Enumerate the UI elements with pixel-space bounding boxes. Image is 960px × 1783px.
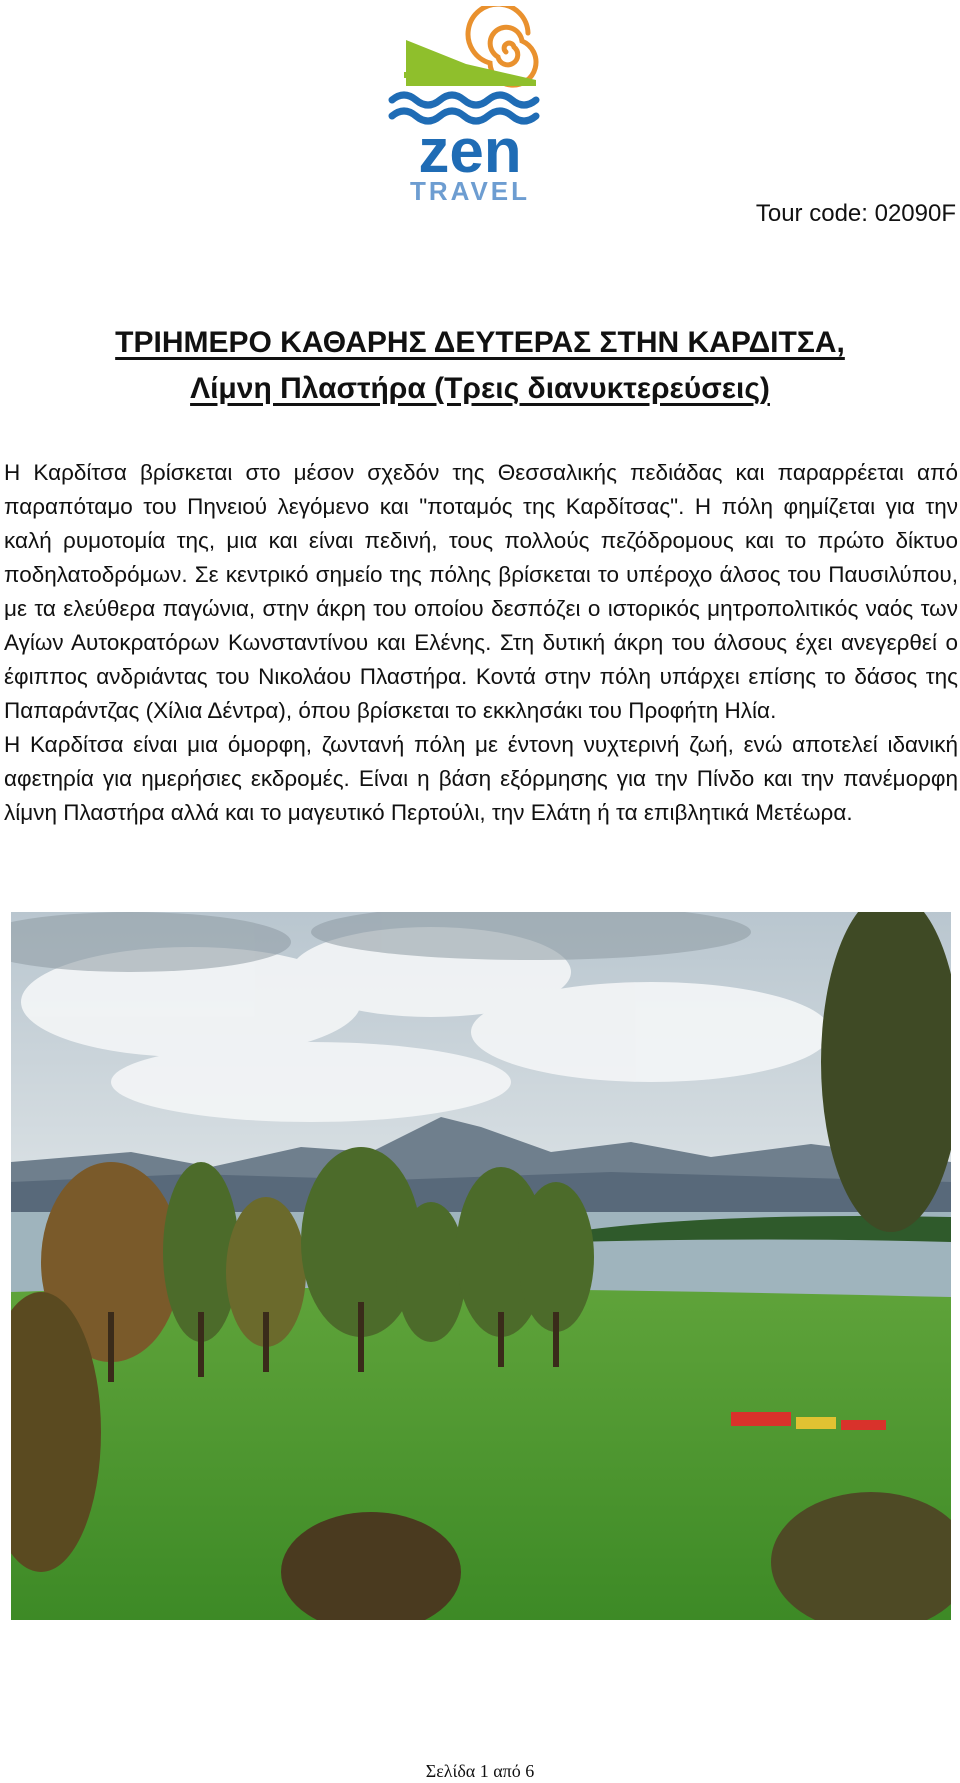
logo-subtitle: TRAVEL bbox=[409, 176, 531, 206]
title-line-2: Λίμνη Πλαστήρα (Τρεις διανυκτερεύσεις) bbox=[190, 372, 770, 405]
lake-landscape-photo bbox=[11, 912, 951, 1620]
tour-code: Tour code: 02090F bbox=[755, 200, 956, 227]
title-line-1: ΤΡΙΗΜΕΡΟ ΚΑΘΑΡΗΣ ΔΕΥΤΕΡΑΣ ΣΤΗΝ ΚΑΡΔΙΤΣΑ, bbox=[115, 326, 845, 359]
zen-travel-logo bbox=[386, 6, 560, 206]
description-text bbox=[4, 456, 958, 830]
page-title bbox=[0, 320, 960, 412]
page-number: Σελίδα 1 από 6 bbox=[425, 1761, 535, 1781]
description-paragraph-1: Η Καρδίτσα βρίσκεται στο μέσον σχεδόν της Θεσσαλικής πεδιάδας και παραρρέεται από παραπόταμο του Πηνειού λεγόμενο και "ποταμός της Καρδίτσας". Η πόλη φημίζεται για την καλή ρυμοτομία της, μια και είναι πεδινή, τους πολλούς πεζόδρομους και το πρώτο δίκτυο ποδηλατοδρόμων. Σε κεντρικό σημείο της πόλης βρίσκεται το υπέροχο άλσος του Παυσιλύπου, με τα ελεύθερα παγώνια, στην άκρη του οποίου δεσπόζει ο ιστορικός μητροπολιτικός ναός των Αγίων Αυτοκρατόρων Κωνσταντίνου και Ελένης. Στη δυτική άκρη του άλσους έχει ανεγερθεί ο έφιππος ανδριάντας του Νικολάου Πλαστήρα. Κοντά στην πόλη υπάρχει επίσης το δάσος της Παπαράντζας (Χίλια Δέντρα), όπου βρίσκεται το εκκλησάκι του Προφήτη Ηλία. bbox=[4, 460, 958, 723]
description-paragraph-2: Η Καρδίτσα είναι μια όμορφη, ζωντανή πόλη με έντονη νυχτερινή ζωή, ενώ αποτελεί ιδανική αφετηρία για ημερήσιες εκδρομές. Είναι η βάση εξόρμησης για την Πίνδο και την πανέμορφη λίμνη Πλαστήρα αλλά και το μαγευτικό Περτούλι, την Ελάτη ή τα επιβλητικά Μετέωρα. bbox=[4, 732, 958, 825]
logo-word: zen bbox=[418, 117, 522, 186]
